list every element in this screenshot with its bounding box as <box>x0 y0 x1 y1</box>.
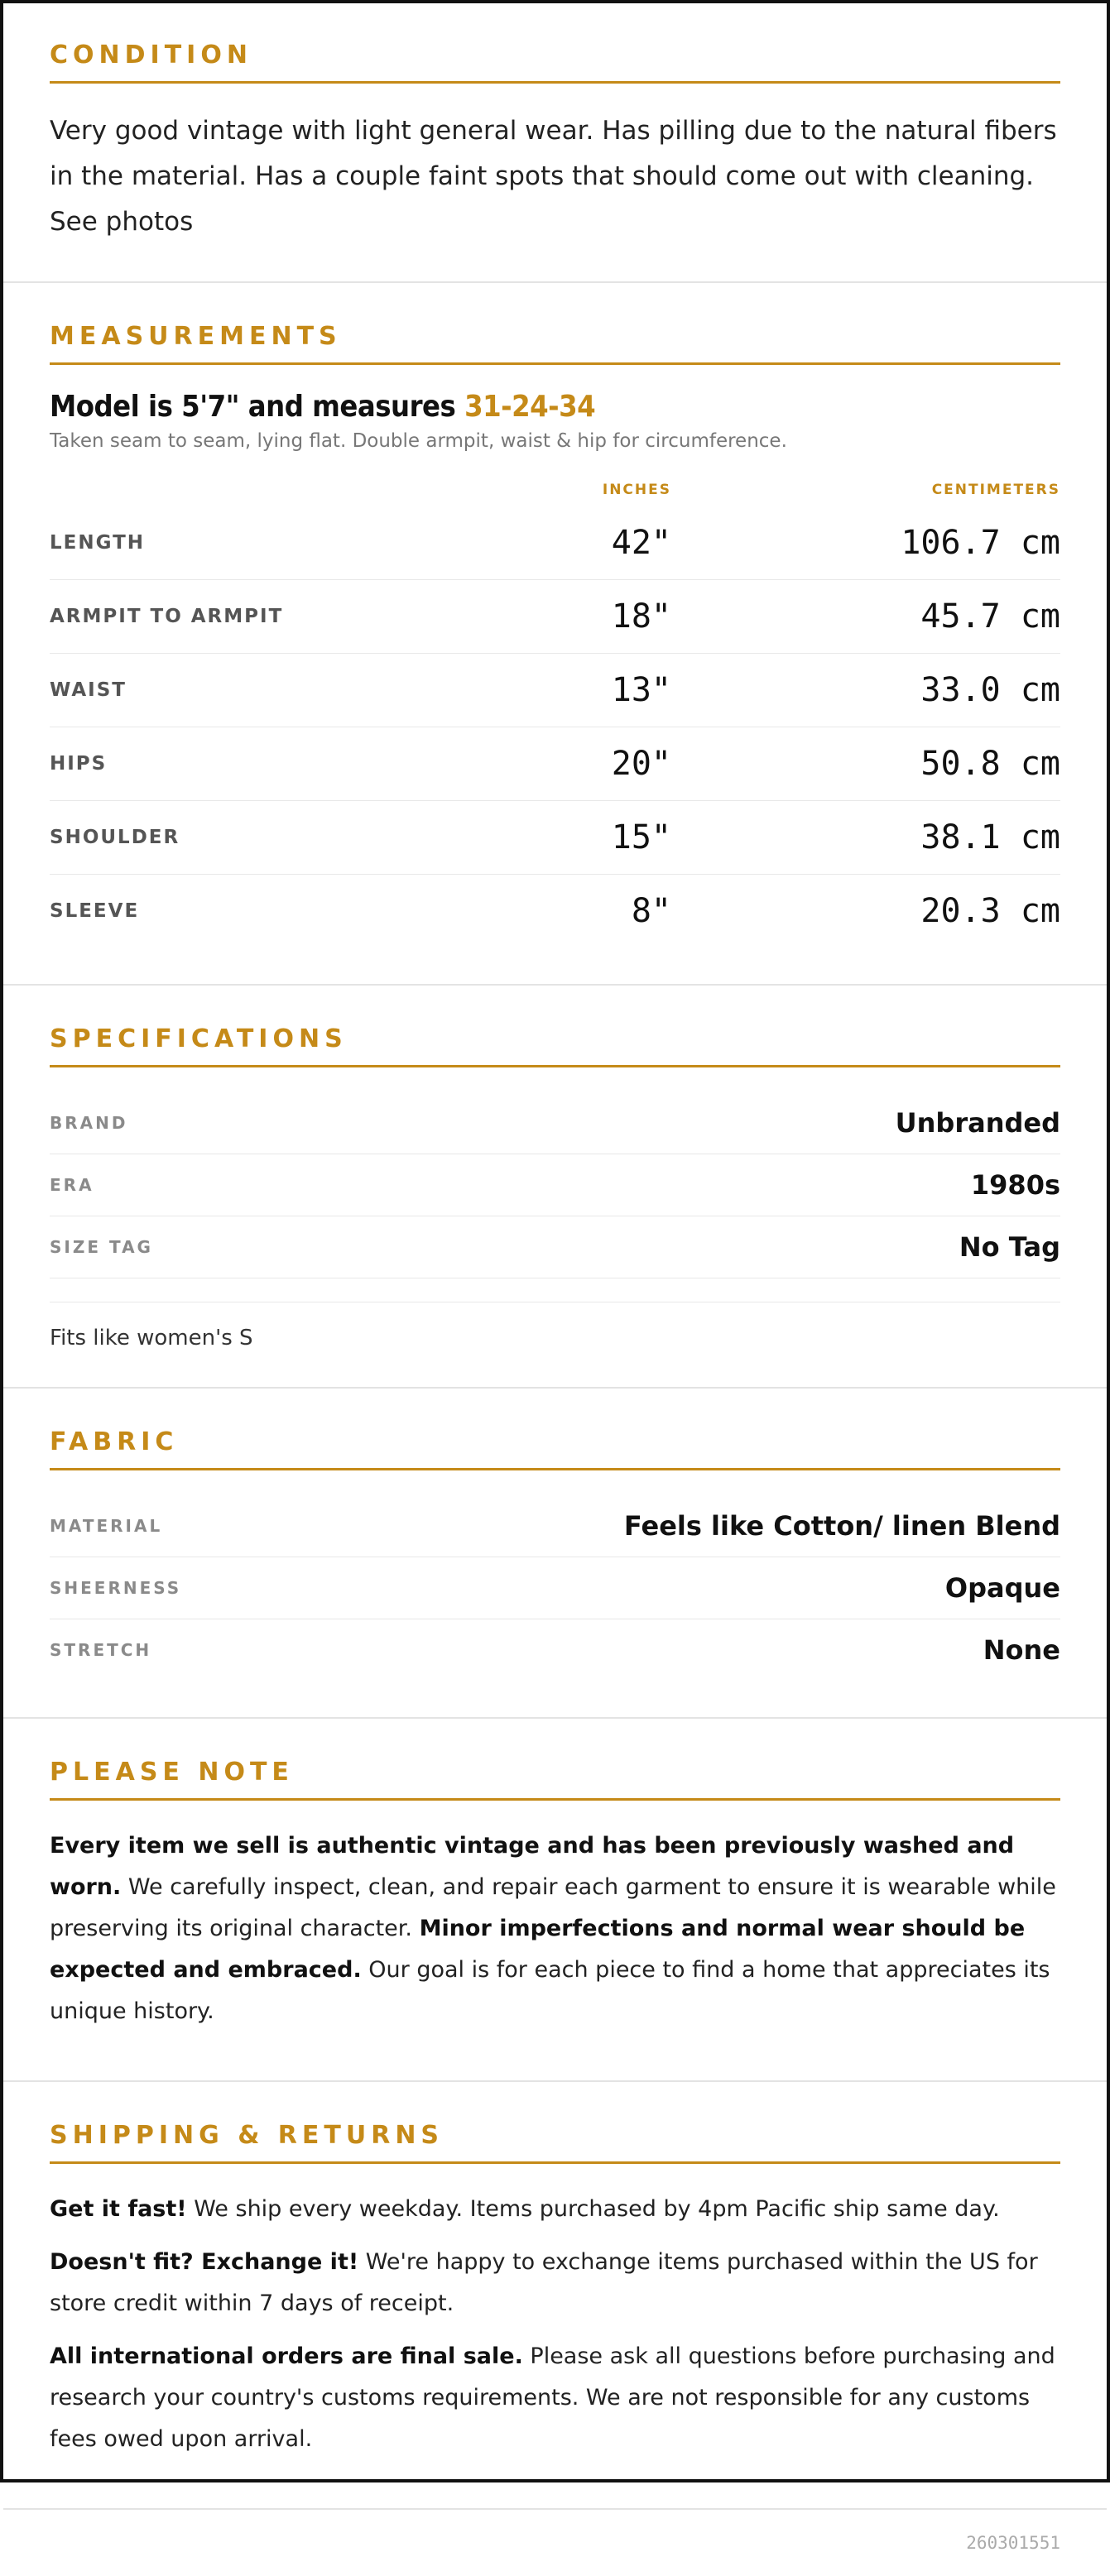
fabric-row-stretch <box>50 1619 1060 1681</box>
shipping-item-text: We ship every weekday. Items purchased by 4pm Pacific ship same day. <box>186 2196 1000 2222</box>
measurement-cm: 33.0 cm <box>920 671 1060 709</box>
measurement-label: HIPS <box>50 753 108 775</box>
fabric-value: Feels like Cotton/ linen Blend <box>623 1510 1060 1542</box>
fabric-key: MATERIAL <box>50 1516 163 1536</box>
measurement-inches: 20" <box>611 745 671 783</box>
condition-text: Very good vintage with light general wear. Has pilling due to the natural fibers in the material. Has a couple faint spots that should come out with cleaning. See photos <box>50 116 1057 237</box>
please-note-heading: PLEASE NOTE <box>50 1760 1060 1801</box>
measurement-cm: 106.7 cm <box>901 524 1060 562</box>
fabric-row-sheerness <box>50 1557 1060 1619</box>
fabric-key: SHEERNESS <box>50 1578 182 1598</box>
note-bold-2: Minor imperfections and normal wear should be expected and embraced. <box>50 1916 1026 1983</box>
fit-note: Fits like women's S <box>50 1302 1060 1350</box>
condition-section <box>3 3 1107 283</box>
fabric-value: Opaque <box>944 1572 1060 1604</box>
table-row <box>50 654 1060 727</box>
measurements-heading: MEASUREMENTS <box>50 324 1060 365</box>
model-measures-value: 31-24-34 <box>464 390 596 424</box>
spec-value: No Tag <box>959 1231 1060 1263</box>
measurement-label: WAIST <box>50 679 127 701</box>
shipping-item <box>50 2189 1060 2230</box>
specifications-heading: SPECIFICATIONS <box>50 1027 1060 1067</box>
column-inches: INCHES <box>602 482 671 498</box>
column-centimeters: CENTIMETERS <box>931 482 1060 498</box>
measurement-cm: 38.1 cm <box>920 818 1060 856</box>
fabric-value: None <box>983 1634 1060 1666</box>
shipping-item-text: Please ask all questions before purchasing and research your country's customs requirements. We are not responsible for any customs fees owed upon arrival. <box>50 2343 1055 2452</box>
spec-key: BRAND <box>50 1113 128 1133</box>
spec-row-brand <box>50 1092 1060 1154</box>
table-row <box>50 801 1060 875</box>
measurements-section <box>3 283 1107 986</box>
measurement-cm: 45.7 cm <box>920 597 1060 636</box>
shipping-item-bold: Get it fast! <box>50 2196 187 2222</box>
measurement-label: ARMPIT TO ARMPIT <box>50 606 284 627</box>
shipping-heading: SHIPPING & RETURNS <box>50 2123 1060 2164</box>
measurement-inches: 15" <box>611 818 671 856</box>
fabric-row-material <box>50 1495 1060 1557</box>
shipping-item <box>50 2336 1060 2460</box>
fabric-key: STRETCH <box>50 1640 152 1660</box>
measurements-table-header <box>50 473 1060 506</box>
measurement-cm: 20.3 cm <box>920 892 1060 930</box>
measurement-method-note: Taken seam to seam, lying flat. Double armpit, waist & hip for circumference. <box>50 430 787 452</box>
spec-key: SIZE TAG <box>50 1237 153 1257</box>
measurement-label: SLEEVE <box>50 900 140 922</box>
please-note-text <box>50 1825 1060 2032</box>
fabric-section <box>3 1389 1107 1719</box>
measurement-cm: 50.8 cm <box>920 745 1060 783</box>
shipping-item-bold: All international orders are final sale. <box>50 2343 523 2369</box>
table-row <box>50 875 1060 947</box>
fabric-heading: FABRIC <box>50 1430 1060 1470</box>
model-prefix: Model is 5'7" and measures <box>50 390 465 424</box>
table-row <box>50 727 1060 801</box>
shipping-item-bold: Doesn't fit? Exchange it! <box>50 2249 359 2275</box>
table-row <box>50 506 1060 580</box>
measurement-label: SHOULDER <box>50 827 180 848</box>
spec-value: 1980s <box>970 1169 1060 1201</box>
model-measurements <box>50 390 1060 424</box>
measurement-inches: 13" <box>611 671 671 709</box>
table-row <box>50 580 1060 654</box>
please-note-section <box>3 1719 1107 2082</box>
note-text-2: Our goal is for each piece to find a home that appreciates its unique history. <box>50 1957 1050 2024</box>
measurements-table <box>50 506 1060 947</box>
footer <box>3 2510 1107 2576</box>
measurement-inches: 18" <box>611 597 671 636</box>
note-text-1: We carefully inspect, clean, and repair each garment to ensure it is wearable while preserving its original character. <box>50 1874 1056 1941</box>
spec-value: Unbranded <box>895 1107 1060 1139</box>
condition-heading: CONDITION <box>50 43 1060 84</box>
measurement-inches: 8" <box>631 892 671 930</box>
measurement-label: LENGTH <box>50 532 146 554</box>
spec-key: ERA <box>50 1175 94 1195</box>
shipping-item-text: We're happy to exchange items purchased within the US for store credit within 7 days of receipt. <box>50 2249 1038 2316</box>
shipping-item <box>50 2242 1060 2324</box>
spec-row-size-tag <box>50 1216 1060 1278</box>
shipping-section <box>3 2082 1107 2510</box>
spec-row-era <box>50 1154 1060 1216</box>
measurement-inches: 42" <box>611 524 671 562</box>
note-bold-1: Every item we sell is authentic vintage and has been previously washed and worn. <box>50 1833 1015 1900</box>
specifications-section <box>3 986 1107 1389</box>
product-code: 260301551 <box>966 2533 1060 2553</box>
